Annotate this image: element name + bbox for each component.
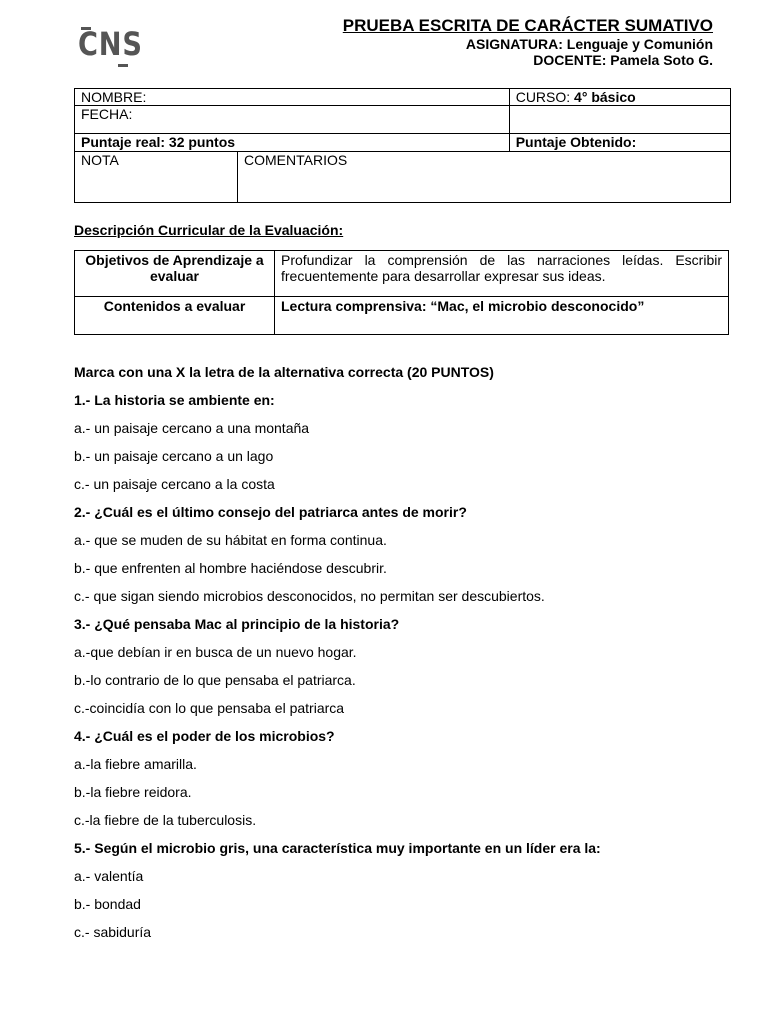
- course-value: 4° básico: [574, 89, 636, 105]
- name-label: NOMBRE:: [81, 89, 147, 105]
- contents-value: Lectura comprensiva: “Mac, el microbio desconocido”: [275, 297, 729, 335]
- date-label: FECHA:: [81, 106, 133, 122]
- grade-cell[interactable]: [75, 152, 238, 203]
- option-2a[interactable]: a.- que se muden de su hábitat en forma continua.: [74, 532, 387, 548]
- option-5a[interactable]: a.- valentía: [74, 868, 144, 884]
- question-4: 4.- ¿Cuál es el poder de los microbios?: [74, 728, 335, 744]
- instruction: Marca con una X la letra de la alternativa correcta (20 PUNTOS): [74, 364, 494, 380]
- name-cell[interactable]: [75, 89, 510, 106]
- exam-header: [343, 16, 713, 68]
- course-cell[interactable]: [509, 89, 730, 106]
- logo-bar-bottom: [118, 64, 128, 67]
- grade-label: NOTA: [81, 152, 119, 168]
- subject-line: ASIGNATURA: Lenguaje y Comunión: [465, 36, 713, 52]
- option-3c[interactable]: c.-coincidía con lo que pensaba el patriarca: [74, 700, 345, 716]
- comments-label: COMENTARIOS: [244, 152, 348, 168]
- question-5: 5.- Según el microbio gris, una característica muy importante en un líder era la:: [74, 840, 601, 856]
- score-obtained-label: Puntaje Obtenido:: [515, 134, 637, 150]
- question-2: 2.- ¿Cuál es el último consejo del patriarca antes de morir?: [74, 504, 467, 520]
- option-3b[interactable]: b.-lo contrario de lo que pensaba el patriarca.: [74, 672, 356, 688]
- option-2c[interactable]: c.- que sigan siendo microbios desconocidos, no permitan ser descubiertos.: [74, 588, 545, 604]
- school-logo: [78, 24, 143, 68]
- comments-cell[interactable]: [238, 152, 731, 203]
- option-1b[interactable]: b.- un paisaje cercano a un lago: [74, 448, 274, 464]
- questions-section: [74, 359, 734, 947]
- course-label: CURSO:: [515, 89, 575, 105]
- score-real-cell: [75, 134, 510, 152]
- objectives-value: Profundizar la comprensión de las narraciones leídas. Escribir frecuentemente para desarrollar expresar sus ideas.: [275, 251, 729, 297]
- option-1a[interactable]: a.- un paisaje cercano a una montaña: [74, 420, 310, 436]
- question-3: 3.- ¿Qué pensaba Mac al principio de la historia?: [74, 616, 400, 632]
- option-4a[interactable]: a.-la fiebre amarilla.: [74, 756, 197, 772]
- curricular-description-title: Descripción Curricular de la Evaluación:: [74, 222, 344, 238]
- option-5b[interactable]: b.- bondad: [74, 896, 141, 912]
- option-4b[interactable]: b.-la fiebre reidora.: [74, 784, 192, 800]
- score-obtained-cell[interactable]: [509, 134, 730, 152]
- option-3a[interactable]: a.-que debían ir en busca de un nuevo hogar.: [74, 644, 357, 660]
- contents-label: Contenidos a evaluar: [75, 297, 275, 335]
- teacher-line: DOCENTE: Pamela Soto G.: [533, 52, 713, 68]
- score-real: Puntaje real: 32 puntos: [81, 134, 236, 150]
- curricular-description-table: [74, 250, 729, 335]
- date-empty-cell: [509, 106, 730, 134]
- student-info-table: [74, 88, 731, 203]
- option-2b[interactable]: b.- que enfrenten al hombre haciéndose descubrir.: [74, 560, 387, 576]
- exam-title: PRUEBA ESCRITA DE CARÁCTER SUMATIVO: [342, 16, 713, 35]
- logo-text: CNS: [78, 25, 143, 63]
- question-1: 1.- La historia se ambiente en:: [74, 392, 275, 408]
- option-1c[interactable]: c.- un paisaje cercano a la costa: [74, 476, 275, 492]
- option-5c[interactable]: c.- sabiduría: [74, 924, 152, 940]
- objectives-label: Objetivos de Aprendizaje a evaluar: [75, 251, 275, 297]
- date-cell[interactable]: [75, 106, 510, 134]
- option-4c[interactable]: c.-la fiebre de la tuberculosis.: [74, 812, 257, 828]
